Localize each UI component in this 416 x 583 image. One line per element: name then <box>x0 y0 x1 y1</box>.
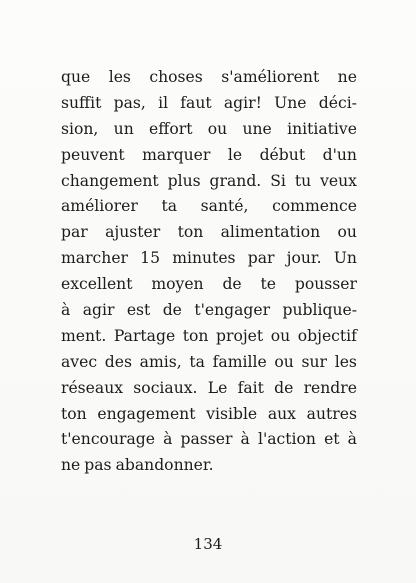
word: les <box>334 352 357 371</box>
word: et <box>324 430 340 449</box>
word: à <box>240 430 250 449</box>
word: s'améliorent <box>221 68 320 86</box>
text-line <box>61 376 357 402</box>
text-line <box>61 117 357 143</box>
text-line <box>61 324 357 350</box>
word: sociaux. <box>133 378 198 397</box>
word: amis, <box>139 352 182 371</box>
word: Partage <box>113 326 176 345</box>
text-line <box>61 427 357 453</box>
word: objectif <box>297 326 357 345</box>
text-line <box>61 194 357 220</box>
word: autres <box>306 404 357 423</box>
word: avec <box>61 352 98 371</box>
text-line <box>61 220 357 246</box>
word: changement <box>61 171 159 190</box>
word: effort <box>149 119 193 138</box>
word: améliorer <box>61 197 138 216</box>
text-line <box>61 272 357 298</box>
word: pas <box>84 456 112 475</box>
word: te <box>260 275 277 294</box>
word: réseaux <box>61 378 124 397</box>
text-line <box>61 169 357 195</box>
word: à <box>163 430 173 449</box>
word: excellent <box>61 275 133 294</box>
word: ou <box>337 223 357 242</box>
word: à <box>347 430 357 449</box>
word: ment. <box>61 326 107 345</box>
word: peuvent <box>61 145 125 164</box>
word: moyen <box>151 275 204 294</box>
word: les <box>108 68 131 86</box>
word: passer <box>180 430 233 449</box>
word: marquer <box>142 145 211 164</box>
word: ta <box>189 352 205 371</box>
word: de <box>162 301 182 320</box>
word: il <box>158 93 169 112</box>
word: ajuster <box>105 223 161 242</box>
word: veux <box>320 171 357 190</box>
word: jour. <box>286 249 322 268</box>
word: alimentation <box>220 223 321 242</box>
word: ton <box>182 326 209 345</box>
text-line <box>61 350 357 376</box>
word: à <box>61 301 71 320</box>
text-line <box>61 246 357 272</box>
word: Une <box>274 93 307 112</box>
word: par <box>61 223 88 242</box>
word: une <box>242 119 272 138</box>
word: publique- <box>282 301 357 320</box>
word: de <box>222 275 242 294</box>
text-line <box>61 65 357 91</box>
text-line <box>61 91 357 117</box>
word: choses <box>149 68 203 86</box>
word: ne <box>337 68 357 86</box>
word: Le <box>207 378 228 397</box>
word: ton <box>61 404 87 423</box>
word: abandonner. <box>115 456 214 475</box>
word: déci- <box>318 93 357 112</box>
word: commence <box>272 197 357 216</box>
word: ou <box>274 352 294 371</box>
word: minutes <box>172 249 236 268</box>
word: agir! <box>223 93 262 112</box>
word: agir <box>82 301 115 320</box>
text-line <box>61 143 357 169</box>
text-line <box>61 453 357 479</box>
word: sion, <box>61 119 99 138</box>
word: t'engager <box>194 301 271 320</box>
word: t'encourage <box>61 430 155 449</box>
word: santé, <box>200 197 249 216</box>
word: visible <box>206 404 258 423</box>
word: marcher <box>61 249 128 268</box>
word: initiative <box>287 119 357 138</box>
word: un <box>113 119 134 138</box>
word: rendre <box>303 378 357 397</box>
word: l'action <box>257 430 316 449</box>
body-text <box>61 65 357 479</box>
word: faut <box>180 93 212 112</box>
word: début <box>259 145 306 164</box>
word: aux <box>267 404 296 423</box>
word: 15 <box>140 249 161 268</box>
text-line <box>61 298 357 324</box>
text-line <box>61 402 357 428</box>
word: est <box>126 301 151 320</box>
word: ou <box>270 326 291 345</box>
word: des <box>104 352 132 371</box>
page-number: 134 <box>193 535 223 553</box>
word: fait <box>237 378 264 397</box>
word: sur <box>301 352 328 371</box>
word: ta <box>161 197 178 216</box>
word: que <box>61 68 91 86</box>
word: pas, <box>113 93 146 112</box>
word: plus <box>167 171 201 190</box>
word: le <box>227 145 243 164</box>
word: pousser <box>294 275 357 294</box>
word: grand. <box>209 171 262 190</box>
word: ton <box>177 223 204 242</box>
word: ou <box>207 119 228 138</box>
word: engagement <box>97 404 196 423</box>
word: ne <box>61 456 81 475</box>
word: famille <box>212 352 267 371</box>
word: Un <box>333 249 357 268</box>
word: par <box>247 249 275 268</box>
word: Si <box>270 171 286 190</box>
word: suffit <box>61 93 102 112</box>
word: de <box>274 378 294 397</box>
word: tu <box>294 171 312 190</box>
word: projet <box>216 326 264 345</box>
word: d'un <box>322 145 357 164</box>
